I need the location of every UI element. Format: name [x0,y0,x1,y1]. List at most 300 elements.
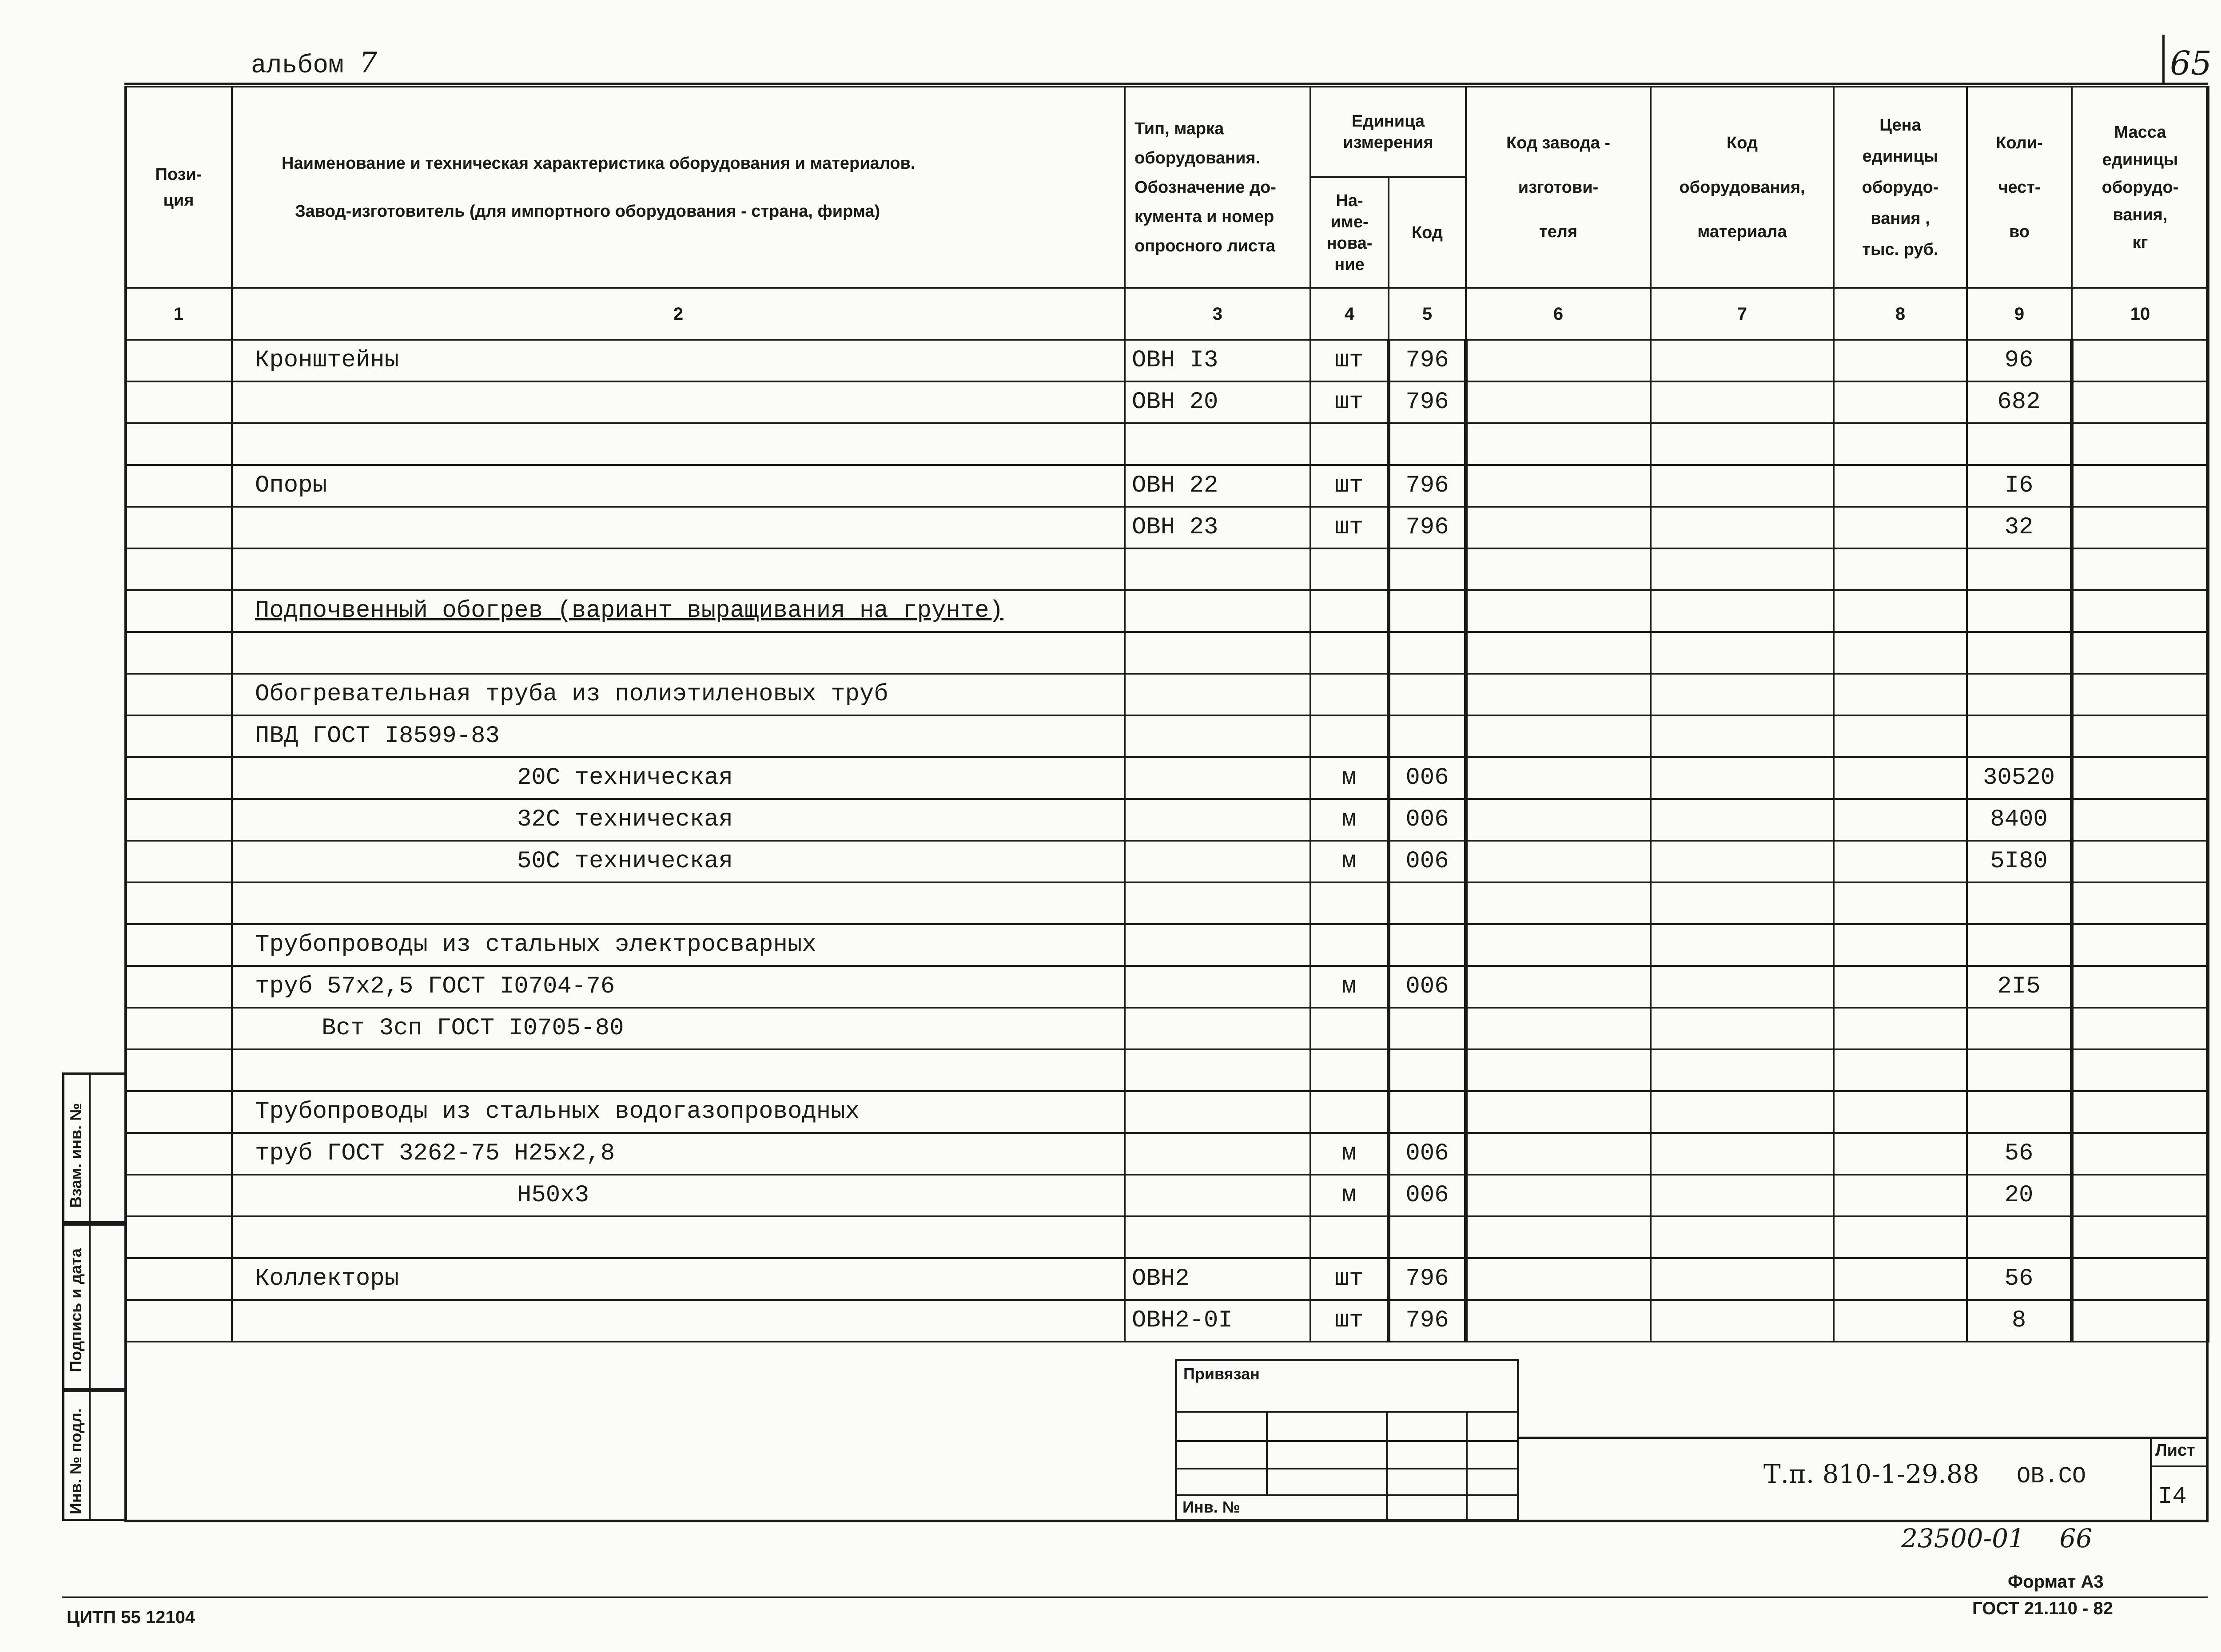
cell-equipment-code [1651,1300,1834,1342]
cell-unit-code-text: 006 [1405,1182,1449,1209]
cell-position [125,674,232,715]
table-row [125,1300,2209,1342]
cell-equipment-code [1651,1133,1834,1175]
cell-price [1834,1216,1967,1258]
cell-name [232,590,1125,632]
cell-quantity [1967,1258,2072,1300]
cell-factory-code [1466,340,1651,381]
cell-name [232,799,1125,841]
cell-mass [2072,465,2209,507]
cell-position [125,715,232,757]
colnum-7: 7 [1651,288,1834,340]
cell-price [1834,548,1967,590]
cell-price [1834,882,1967,924]
cell-unit [1310,882,1389,924]
cell-quantity [1967,715,2072,757]
cell-name [232,924,1125,966]
cell-quantity-text: 56 [2004,1140,2034,1167]
cell-unit-text: м [1341,764,1357,791]
cell-mass [2072,924,2209,966]
cell-name [232,507,1125,548]
cell-factory-code [1466,465,1651,507]
cell-unit-text: м [1341,1140,1357,1167]
cell-unit-code-text: 796 [1405,1265,1449,1292]
cell-unit [1310,841,1389,882]
cell-factory-code [1466,799,1651,841]
cell-quantity [1967,1008,2072,1049]
cell-quantity [1967,674,2072,715]
cell-name [232,757,1125,799]
cell-quantity-text: 96 [2004,347,2034,374]
handwritten-ref [1901,1523,2092,1553]
cell-type [1125,674,1310,715]
handwritten-ref-text: 23500-01 [1901,1523,2025,1553]
cell-unit-code [1389,757,1466,799]
cell-type [1125,340,1310,381]
cell-unit-code-text: 006 [1405,848,1449,875]
cell-type [1125,841,1310,882]
cell-position [125,841,232,882]
cell-price [1834,340,1967,381]
cell-name [232,548,1125,590]
table-row [125,757,2209,799]
cell-unit-code-text: 796 [1405,347,1449,374]
colnum-9: 9 [1967,288,2072,340]
cell-name-text: 50С техническая [517,848,733,875]
table-row [125,882,2209,924]
cell-mass [2072,1300,2209,1342]
cell-mass [2072,674,2209,715]
cell-unit-code [1389,1258,1466,1300]
cell-equipment-code [1651,1049,1834,1091]
cell-unit-code-text: 006 [1405,1140,1449,1167]
cell-type [1125,1008,1310,1049]
cell-equipment-code [1651,841,1834,882]
cell-name-text: Трубопроводы из стальных водогазопроводных [255,1098,860,1125]
cell-quantity [1967,799,2072,841]
cell-factory-code [1466,1049,1651,1091]
cell-name [232,465,1125,507]
title-block-top [1519,1437,2208,1439]
cell-price [1834,381,1967,423]
cell-name [232,715,1125,757]
cell-unit-text: шт [1334,514,1364,541]
cell-type-text: ОВН I3 [1132,347,1218,374]
cell-mass [2072,1175,2209,1216]
cell-unit-text: шт [1334,389,1364,416]
cell-name-text: ПВД ГОСТ I8599-83 [255,723,500,750]
table-row [125,423,2209,465]
cell-position [125,799,232,841]
cell-unit-text: м [1341,806,1357,833]
cell-quantity [1967,632,2072,674]
cell-mass [2072,757,2209,799]
header-price: Цена единицы оборудо- вания , тыс. руб. [1834,87,1967,288]
cell-position [125,340,232,381]
cell-price [1834,1091,1967,1133]
cell-quantity-text: 56 [2004,1265,2034,1292]
cell-unit [1310,632,1389,674]
cell-equipment-code [1651,882,1834,924]
cell-factory-code [1466,1175,1651,1216]
cell-type [1125,632,1310,674]
cell-mass [2072,1133,2209,1175]
cell-unit-text: м [1341,973,1357,1000]
cell-name [232,674,1125,715]
cell-unit-code [1389,1091,1466,1133]
cell-unit-code [1389,924,1466,966]
cell-position [125,1008,232,1049]
colnum-1: 1 [125,288,232,340]
cell-equipment-code [1651,632,1834,674]
cell-unit-code [1389,423,1466,465]
cell-unit-code [1389,966,1466,1008]
table-row [125,674,2209,715]
cell-quantity [1967,381,2072,423]
cell-position [125,423,232,465]
header-name-line1: Наименование и техническая характеристика оборудования и материалов. [282,154,915,173]
cell-unit-text: шт [1334,347,1364,374]
table-row [125,1008,2209,1049]
cell-factory-code [1466,1008,1651,1049]
table-row [125,381,2209,423]
sheet-label: Лист [2155,1441,2195,1460]
gost-label: ГОСТ 21.110 - 82 [1972,1599,2113,1618]
album-number: 7 [359,47,378,79]
cell-factory-code [1466,1133,1651,1175]
cell-type [1125,1175,1310,1216]
cell-factory-code [1466,590,1651,632]
cell-name-text: Трубопроводы из стальных электросварных [255,931,816,958]
cell-name [232,1216,1125,1258]
sheet-box-left [2150,1437,2152,1521]
cell-unit [1310,465,1389,507]
cell-type [1125,882,1310,924]
cell-name [232,340,1125,381]
cell-unit-code [1389,381,1466,423]
cell-unit-code [1389,674,1466,715]
cell-unit-code [1389,1175,1466,1216]
cell-unit-code [1389,1300,1466,1342]
cell-quantity [1967,507,2072,548]
cell-quantity [1967,1175,2072,1216]
cell-type-text: ОВН 22 [1132,472,1218,499]
cell-unit-code-text: 796 [1405,389,1449,416]
table-row [125,632,2209,674]
cell-unit [1310,1049,1389,1091]
cell-name [232,1133,1125,1175]
cell-equipment-code [1651,674,1834,715]
cell-type [1125,1049,1310,1091]
cell-equipment-code [1651,715,1834,757]
side-stamp-divider [89,1072,91,1521]
cell-quantity [1967,1216,2072,1258]
cell-quantity [1967,340,2072,381]
cell-unit [1310,757,1389,799]
cell-name-text: Коллекторы [255,1265,399,1292]
cell-quantity-text: 8 [2011,1307,2026,1334]
album-label [251,47,377,80]
cell-type [1125,1300,1310,1342]
side-vzam-inv: Взам. инв. № [67,1103,85,1208]
cell-position [125,1133,232,1175]
cell-equipment-code [1651,423,1834,465]
cell-quantity-text: 682 [1997,389,2041,416]
cell-position [125,1091,232,1133]
cell-mass [2072,799,2209,841]
cell-position [125,882,232,924]
privyazan-inv-label: Инв. № [1182,1498,1240,1516]
cell-unit-code [1389,632,1466,674]
cell-unit-code [1389,841,1466,882]
cell-mass [2072,1091,2209,1133]
cell-name [232,1300,1125,1342]
cell-unit [1310,1258,1389,1300]
cell-unit [1310,715,1389,757]
cell-quantity [1967,757,2072,799]
cell-mass [2072,381,2209,423]
cell-position [125,507,232,548]
cell-mass [2072,966,2209,1008]
cell-unit-code [1389,590,1466,632]
cell-equipment-code [1651,799,1834,841]
table-row [125,1133,2209,1175]
table-row [125,799,2209,841]
handwritten-page: 66 [2059,1523,2093,1553]
cell-price [1834,1300,1967,1342]
cell-type [1125,423,1310,465]
cell-mass [2072,882,2209,924]
privyazan-title: Привязан [1183,1365,1260,1383]
cell-type [1125,924,1310,966]
cell-name [232,882,1125,924]
document-mark: ОВ.СО [2017,1463,2086,1489]
cell-mass [2072,340,2209,381]
cell-type [1125,381,1310,423]
cell-unit-code-text: 796 [1405,514,1449,541]
cell-position [125,1258,232,1300]
cell-unit-code [1389,799,1466,841]
frame-bottom [124,1520,2208,1522]
cell-equipment-code [1651,1258,1834,1300]
cell-unit-code [1389,1216,1466,1258]
specification-table [124,86,2209,1342]
cell-mass [2072,548,2209,590]
cell-unit [1310,507,1389,548]
cell-unit-text: шт [1334,472,1364,499]
colnum-2: 2 [232,288,1125,340]
table-row [125,590,2209,632]
colnum-10: 10 [2072,288,2209,340]
cell-name-text: Вст 3сп ГОСТ I0705-80 [322,1015,624,1042]
cell-unit [1310,1008,1389,1049]
cell-quantity-text: 20 [2004,1182,2034,1209]
cell-name [232,1008,1125,1049]
cell-factory-code [1466,423,1651,465]
table-row [125,966,2209,1008]
cell-quantity [1967,548,2072,590]
privyazan-box [1175,1359,1519,1521]
cell-equipment-code [1651,548,1834,590]
cell-equipment-code [1651,507,1834,548]
cell-name [232,381,1125,423]
colnum-6: 6 [1466,288,1651,340]
publisher-label: ЦИТП 55 12104 [67,1608,195,1627]
cell-type [1125,1216,1310,1258]
cell-price [1834,674,1967,715]
cell-unit-code-text: 796 [1405,472,1449,499]
cell-quantity [1967,1300,2072,1342]
cell-type [1125,966,1310,1008]
cell-price [1834,423,1967,465]
cell-price [1834,590,1967,632]
colnum-5: 5 [1389,288,1466,340]
cell-equipment-code [1651,924,1834,966]
header-position: Пози- ция [125,87,232,288]
cell-position [125,757,232,799]
cell-type [1125,1133,1310,1175]
cell-name-text: Опоры [255,472,327,499]
cell-mass [2072,1008,2209,1049]
cell-unit [1310,381,1389,423]
cell-factory-code [1466,1216,1651,1258]
cell-unit [1310,423,1389,465]
cell-mass [2072,590,2209,632]
cell-position [125,465,232,507]
cell-factory-code [1466,966,1651,1008]
header-quantity: Коли- чест- во [1967,87,2072,288]
cell-unit [1310,966,1389,1008]
cell-type-text: ОВН 20 [1132,389,1218,416]
cell-name [232,423,1125,465]
cell-quantity-text: 2I5 [1997,973,2041,1000]
cell-quantity-text: 8400 [1990,806,2048,833]
cell-unit-code-text: 006 [1405,806,1449,833]
table-row [125,841,2209,882]
cell-price [1834,757,1967,799]
cell-factory-code [1466,632,1651,674]
cell-position [125,632,232,674]
cell-type [1125,1258,1310,1300]
cell-unit-text: м [1341,848,1357,875]
table-row [125,1216,2209,1258]
cell-unit [1310,1216,1389,1258]
cell-unit-code [1389,340,1466,381]
cell-quantity [1967,465,2072,507]
cell-factory-code [1466,507,1651,548]
cell-position [125,1300,232,1342]
cell-mass [2072,1216,2209,1258]
cell-equipment-code [1651,1008,1834,1049]
cell-position [125,1049,232,1091]
cell-quantity [1967,924,2072,966]
table-row [125,1091,2209,1133]
cell-unit-code [1389,1133,1466,1175]
cell-unit-text: м [1341,1182,1357,1209]
cell-price [1834,1175,1967,1216]
cell-position [125,1175,232,1216]
colnum-4: 4 [1310,288,1389,340]
cell-equipment-code [1651,590,1834,632]
cell-unit [1310,548,1389,590]
header-type: Тип, марка оборудования. Обозначение до- кумента и номер опросного листа [1125,87,1310,288]
privyazan-vline2 [1386,1411,1388,1522]
table-row [125,340,2209,381]
header-factory-code: Код завода - изготови- теля [1466,87,1651,288]
cell-unit-code [1389,507,1466,548]
cell-equipment-code [1651,381,1834,423]
cell-unit-code-text: 796 [1405,1307,1449,1334]
cell-unit-text: шт [1334,1307,1364,1334]
cell-price [1834,1258,1967,1300]
cell-equipment-code [1651,966,1834,1008]
cell-quantity-text: 32 [2004,514,2034,541]
cell-unit [1310,590,1389,632]
cell-price [1834,799,1967,841]
cell-factory-code [1466,1300,1651,1342]
cell-equipment-code [1651,465,1834,507]
cell-mass [2072,1258,2209,1300]
cell-unit-code [1389,1049,1466,1091]
cell-name-text: Н50х3 [517,1182,589,1209]
cell-type [1125,757,1310,799]
cell-unit-code-text: 006 [1405,764,1449,791]
side-inv-no-podl: Инв. № подл. [67,1408,85,1514]
cell-type [1125,465,1310,507]
table-row [125,465,2209,507]
cell-quantity [1967,966,2072,1008]
header-unit-name: На- име- нова- ние [1310,177,1389,288]
album-label-text: альбом [251,52,344,80]
cell-factory-code [1466,757,1651,799]
cell-name [232,966,1125,1008]
cell-unit [1310,799,1389,841]
cell-unit-code [1389,715,1466,757]
cell-price [1834,1049,1967,1091]
cell-type-text: ОВН2-0I [1132,1307,1233,1334]
cell-position [125,924,232,966]
cell-price [1834,465,1967,507]
table-row [125,924,2209,966]
cell-unit [1310,1133,1389,1175]
cell-price [1834,966,1967,1008]
cell-quantity [1967,590,2072,632]
colnum-8: 8 [1834,288,1967,340]
cell-name [232,1258,1125,1300]
cell-type [1125,799,1310,841]
cell-position [125,548,232,590]
cell-type [1125,507,1310,548]
table-row [125,507,2209,548]
colnum-3: 3 [1125,288,1310,340]
cell-mass [2072,841,2209,882]
cell-price [1834,715,1967,757]
cell-unit [1310,1300,1389,1342]
table-row [125,548,2209,590]
cell-unit [1310,1175,1389,1216]
cell-name [232,1175,1125,1216]
cell-quantity-text: I6 [2004,472,2034,499]
cell-equipment-code [1651,757,1834,799]
cell-type [1125,1091,1310,1133]
cell-position [125,1216,232,1258]
cell-position [125,381,232,423]
format-label: Формат А3 [2008,1572,2104,1592]
top-rule [124,83,2208,85]
table-row [125,1258,2209,1300]
cell-name-text: Обогревательная труба из полиэтиленовых труб [255,681,888,708]
cell-mass [2072,423,2209,465]
